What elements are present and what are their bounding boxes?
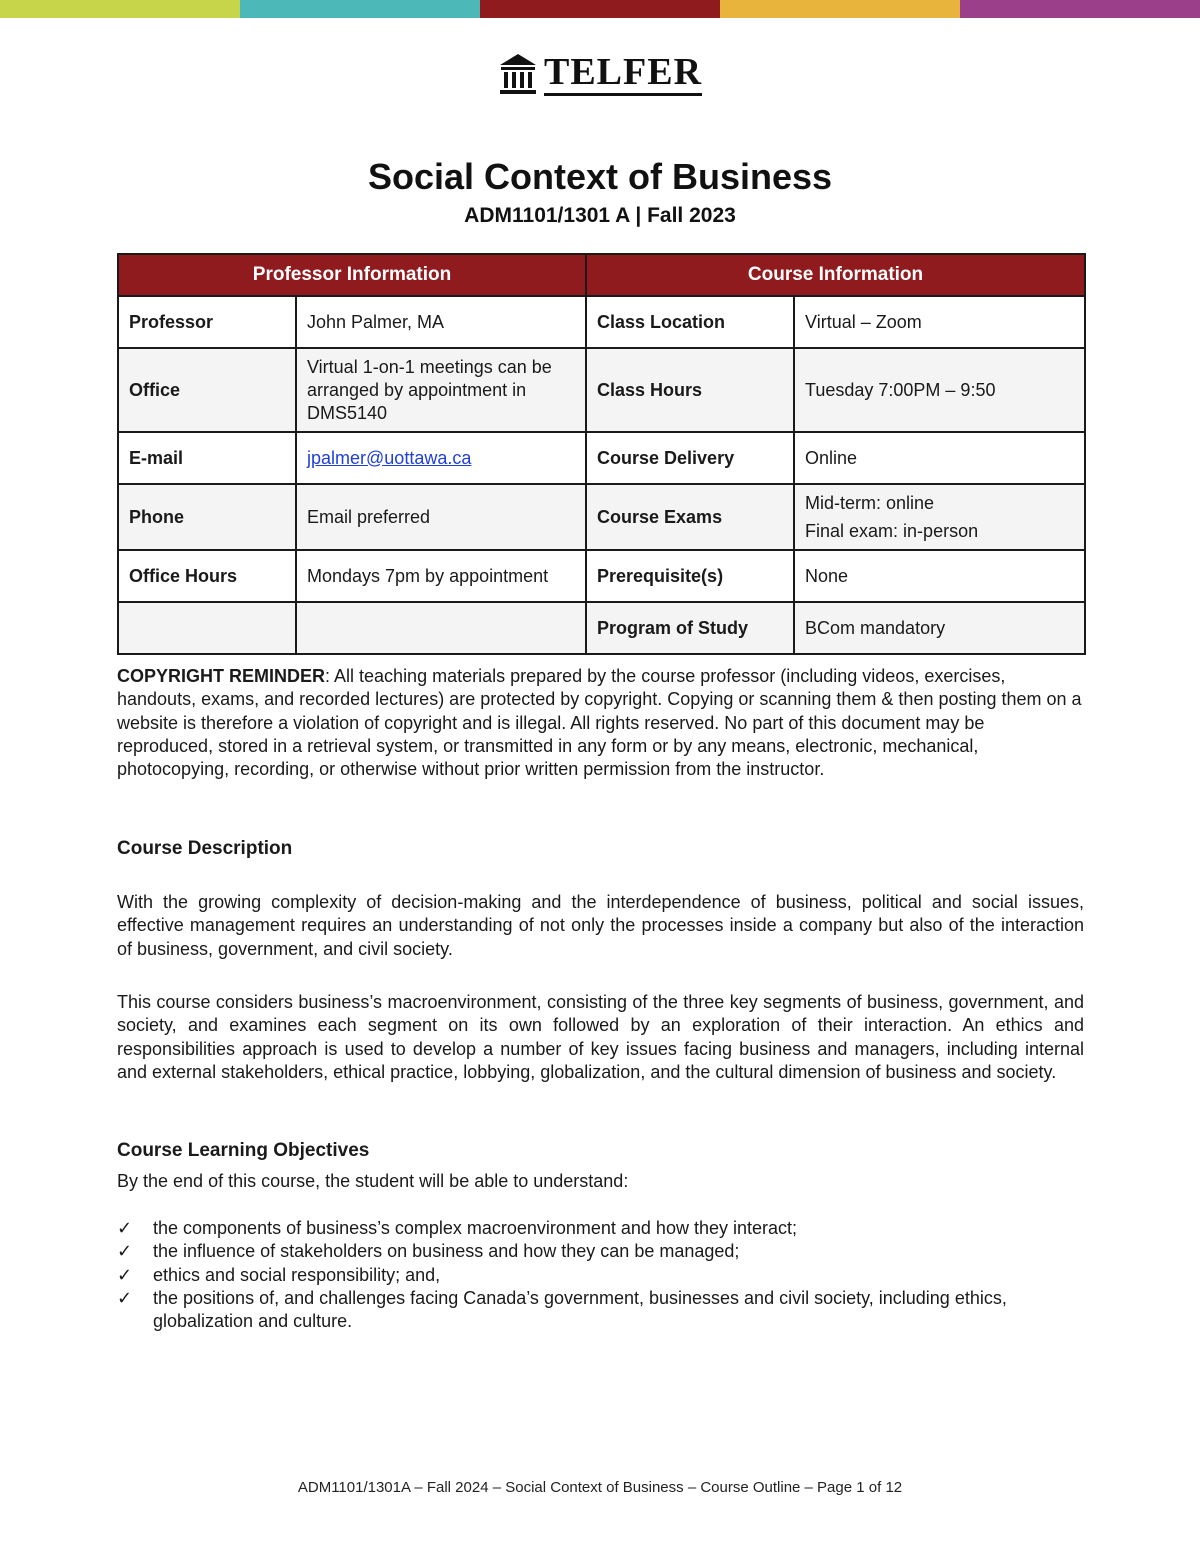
table-row — [118, 550, 1085, 602]
class-hours-value: Tuesday 7:00PM – 9:50 — [794, 348, 1085, 432]
email-label: E-mail — [118, 432, 296, 484]
course-exams-label: Course Exams — [586, 484, 794, 550]
class-location-value: Virtual – Zoom — [794, 296, 1085, 348]
description-paragraph-2: This course considers business’s macroenvironment, consisting of the three key segments of business, government, and society, and examines each segment on its own followed by an exploration of their interaction. An ethics and responsibilities approach is used to develop a number of key issues facing business and managers, including internal and external stakeholders, ethical practice, lobbying, globalization, and the cultural dimension of business and society. — [117, 992, 1084, 1082]
list-item — [117, 1240, 1084, 1263]
table-row — [118, 484, 1085, 550]
program-of-study-value: BCom mandatory — [794, 602, 1085, 654]
page-title: Social Context of Business — [367, 156, 833, 197]
office-value: Virtual 1-on-1 meetings can be arranged by appointment in DMS5140 — [296, 348, 586, 432]
empty-label — [118, 602, 296, 654]
stripe-segment — [240, 0, 480, 18]
telfer-logo — [0, 52, 1200, 96]
class-hours-label: Class Hours — [586, 348, 794, 432]
copyright-label: COPYRIGHT REMINDER — [117, 666, 326, 686]
empty-value — [296, 602, 586, 654]
objectives-list — [117, 1217, 1084, 1333]
table-row — [118, 432, 1085, 484]
list-item — [117, 1287, 1084, 1334]
phone-value: Email preferred — [296, 484, 586, 550]
email-cell — [296, 432, 586, 484]
page-footer: ADM1101/1301A – Fall 2024 – Social Context of Business – Course Outline – Page 1 of 12 — [297, 1479, 903, 1496]
course-info-table — [117, 253, 1086, 655]
checkmark-icon: ✓ — [117, 1287, 133, 1308]
course-exams-value — [794, 484, 1085, 550]
list-item — [117, 1264, 1084, 1287]
professor-value: John Palmer, MA — [296, 296, 586, 348]
objective-text: ethics and social responsibility; and, — [153, 1264, 441, 1285]
table-row — [118, 602, 1085, 654]
stripe-segment — [480, 0, 720, 18]
checkmark-icon: ✓ — [117, 1218, 133, 1238]
prerequisites-label: Prerequisite(s) — [586, 550, 794, 602]
stripe-segment — [960, 0, 1200, 18]
copyright-text: : All teaching materials prepared by the course professor (including videos, exercises, handouts, exams, and recorded lectures) are protected by copyright. Copying or scanning them & then posting them on a website is therefore a violation of copyright and is illegal. All rights reserved. No part of this document may be reproduced, stored in a retrieval system, or transmitted in any form or by any means, electronic, mechanical, photocopying, recording, or otherwise without prior written permission from the instructor. — [117, 666, 1082, 780]
learning-objectives-heading: Course Learning Objectives — [117, 1140, 370, 1161]
midterm-value: Mid-term: online — [805, 493, 935, 513]
course-delivery-label: Course Delivery — [586, 432, 794, 484]
stripe-segment — [0, 0, 240, 18]
color-stripe — [0, 0, 1200, 18]
professor-label: Professor — [118, 296, 296, 348]
checkmark-icon: ✓ — [117, 1264, 133, 1285]
checkmark-icon: ✓ — [117, 1241, 133, 1262]
course-delivery-value: Online — [794, 432, 1085, 484]
program-of-study-label: Program of Study — [586, 602, 794, 654]
page-subtitle: ADM1101/1301 A | Fall 2023 — [464, 204, 736, 227]
office-hours-value: Mondays 7pm by appointment — [296, 550, 586, 602]
office-hours-label: Office Hours — [118, 550, 296, 602]
course-description-heading: Course Description — [117, 838, 293, 859]
logo-text: TELFER — [544, 53, 702, 96]
course-info-header: Course Information — [586, 254, 1085, 296]
table-row — [118, 348, 1085, 432]
prerequisites-value: None — [794, 550, 1085, 602]
list-item — [117, 1217, 1084, 1240]
stripe-segment — [720, 0, 960, 18]
class-location-label: Class Location — [586, 296, 794, 348]
professor-info-header: Professor Information — [118, 254, 586, 296]
objective-text: the components of business’s complex macroenvironment and how they interact; — [153, 1218, 798, 1238]
final-exam-value: Final exam: in-person — [805, 521, 979, 541]
objective-text: the positions of, and challenges facing Canada’s government, businesses and civil society, including ethics, globalization and culture. — [153, 1287, 1007, 1332]
objective-text: the influence of stakeholders on business and how they can be managed; — [153, 1241, 740, 1262]
email-link[interactable]: jpalmer@uottawa.ca — [307, 447, 472, 468]
copyright-reminder — [117, 665, 1084, 781]
office-label: Office — [118, 348, 296, 432]
phone-label: Phone — [118, 484, 296, 550]
table-row — [118, 296, 1085, 348]
building-columns-icon — [498, 52, 538, 96]
objectives-intro: By the end of this course, the student will be able to understand: — [117, 1171, 629, 1191]
description-paragraph-1: With the growing complexity of decision-making and the interdependence of business, political and social issues, effective management requires an understanding of not only the processes inside a company but also of the interaction of business, government, and civil society. — [117, 892, 1084, 959]
